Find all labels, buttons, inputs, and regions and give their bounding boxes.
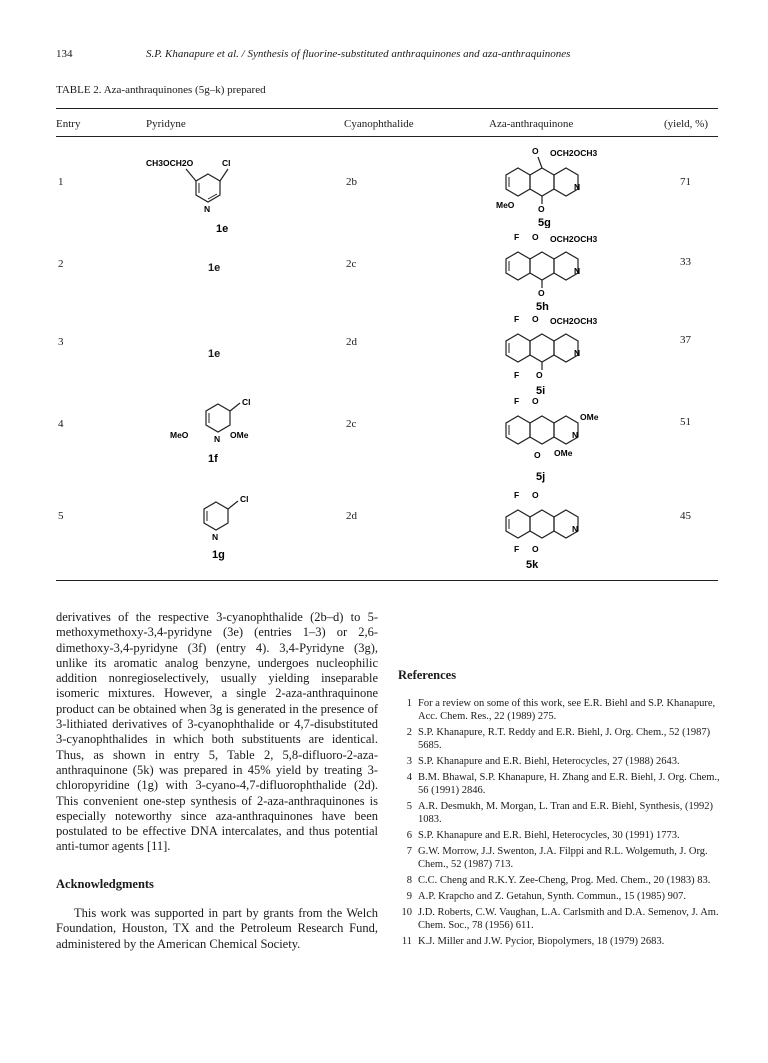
svg-text:O: O — [532, 490, 539, 500]
table-header-rule — [56, 136, 718, 137]
reference-text: For a review on some of this work, see E.R. Biehl and S.P. Khanapure, Acc. Chem. Res., 22 (1989) 275. — [418, 698, 716, 723]
table-caption: TABLE 2. Aza-anthraquinones (5g–k) prepared — [56, 84, 266, 96]
row4-product-structure — [486, 394, 626, 484]
reference-text: S.P. Khanapure, R.T. Reddy and E.R. Biehl, J. Org. Chem., 52 (1987) 5685. — [418, 727, 711, 752]
atom-ch2och2o: CH3OCH2O — [146, 158, 194, 168]
table-top-rule — [56, 108, 718, 109]
col-header-yield: (yield, %) — [664, 118, 708, 130]
reference-text: S.P. Khanapure and E.R. Biehl, Heterocycles, 27 (1988) 2643. — [418, 756, 680, 768]
reference-number: 4 — [406, 772, 412, 784]
row3-product-structure — [486, 312, 626, 398]
row3-yield: 37 — [680, 334, 691, 346]
row4-cyanophthalide: 2c — [346, 418, 357, 430]
reference-number: 1 — [406, 698, 412, 710]
row5-entry: 5 — [58, 510, 64, 522]
col-header-aza-anthraquinone: Aza-anthraquinone — [489, 118, 574, 130]
svg-text:O: O — [532, 146, 539, 156]
svg-text:MeO: MeO — [496, 200, 515, 210]
row1-entry: 1 — [58, 176, 64, 188]
row5-product-structure — [486, 488, 626, 574]
reference-number: 5 — [406, 801, 412, 813]
svg-text:OMe: OMe — [554, 448, 573, 458]
row4-pyridyne-label: 1f — [208, 453, 218, 465]
left-column — [56, 610, 378, 952]
svg-text:F: F — [514, 396, 520, 406]
col-header-cyanophthalide: Cyanophthalide — [344, 118, 414, 130]
row2-product-label: 5h — [536, 301, 549, 312]
svg-text:OMe: OMe — [580, 412, 599, 422]
references-list — [398, 697, 720, 948]
row3-entry: 3 — [58, 336, 64, 348]
row5-product-label: 5k — [526, 559, 539, 571]
reference-item — [398, 890, 720, 903]
reference-number: 9 — [406, 891, 412, 903]
svg-text:OCH2OCH3: OCH2OCH3 — [550, 316, 598, 326]
col-header-pyridyne: Pyridyne — [146, 118, 186, 130]
svg-text:F: F — [514, 232, 520, 242]
svg-text:F: F — [514, 490, 520, 500]
svg-text:O: O — [536, 370, 543, 380]
row3-product-label: 5i — [536, 385, 546, 397]
reference-number: 10 — [401, 907, 412, 919]
row1-yield: 71 — [680, 176, 691, 188]
reference-number: 7 — [406, 846, 412, 858]
right-column — [398, 668, 720, 951]
svg-text:Cl: Cl — [242, 397, 251, 407]
table-bottom-rule — [56, 580, 718, 581]
row5-pyridyne-label: 1g — [212, 549, 225, 561]
svg-text:Cl: Cl — [240, 494, 249, 504]
reference-item — [398, 906, 720, 932]
svg-text:OMe: OMe — [230, 430, 249, 440]
reference-item — [398, 935, 720, 948]
svg-text:O: O — [532, 544, 539, 554]
row1-cyanophthalide: 2b — [346, 176, 357, 188]
row1-product-label: 5g — [538, 217, 551, 228]
row2-yield: 33 — [680, 256, 691, 268]
svg-text:F: F — [514, 544, 520, 554]
running-title: S.P. Khanapure et al. / Synthesis of fluorine-substituted anthraquinones and aza-anthraquinones — [146, 48, 571, 60]
row5-yield: 45 — [680, 510, 691, 522]
references-heading: References — [398, 668, 457, 682]
row4-product-label: 5j — [536, 471, 546, 483]
row4-entry: 4 — [58, 418, 64, 430]
svg-text:N: N — [572, 524, 579, 534]
reference-item — [398, 771, 720, 797]
acknowledgments-text: This work was supported in part by grants from the Welch Foundation, Houston, TX and the Petroleum Research Fund, administered by the American Chemical Society. — [56, 906, 378, 951]
col-header-entry: Entry — [56, 118, 81, 130]
svg-text:N: N — [572, 430, 579, 440]
reference-item — [398, 800, 720, 826]
row3-pyridyne-label: 1e — [208, 348, 221, 360]
reference-item — [398, 874, 720, 887]
reference-text: C.C. Cheng and R.K.Y. Zee-Cheng, Prog. Med. Chem., 20 (1983) 83. — [418, 875, 711, 887]
svg-text:OCH2OCH3: OCH2OCH3 — [550, 234, 598, 244]
row2-entry: 2 — [58, 258, 64, 270]
svg-text:N: N — [214, 434, 221, 444]
reference-text: A.R. Desmukh, M. Morgan, L. Tran and E.R. Biehl, Synthesis, (1992) 1083. — [418, 801, 713, 826]
svg-text:O: O — [532, 396, 539, 406]
reference-item — [398, 755, 720, 768]
svg-text:F: F — [514, 370, 520, 380]
row2-pyridyne-label: 1e — [208, 262, 221, 274]
svg-text:OCH2OCH3: OCH2OCH3 — [550, 148, 598, 158]
reference-number: 11 — [401, 936, 412, 948]
reference-number: 2 — [406, 727, 412, 739]
row4-pyridyne-structure — [168, 392, 268, 468]
row2-cyanophthalide: 2c — [346, 258, 357, 270]
row5-pyridyne-structure — [186, 488, 276, 564]
reference-text: K.J. Miller and J.W. Pycior, Biopolymers, 18 (1979) 2683. — [418, 936, 665, 948]
reference-item — [398, 697, 720, 723]
row1-product-structure — [486, 144, 626, 228]
svg-text:O: O — [532, 232, 539, 242]
acknowledgments-heading: Acknowledgments — [56, 876, 154, 891]
atom-cl: Cl — [222, 158, 231, 168]
reference-number: 6 — [406, 830, 412, 842]
reference-number: 3 — [406, 756, 412, 768]
reference-text: S.P. Khanapure and E.R. Biehl, Heterocycles, 30 (1991) 1773. — [418, 830, 680, 842]
svg-text:O: O — [538, 204, 545, 214]
atom-n: N — [204, 204, 211, 214]
svg-text:N: N — [574, 182, 581, 192]
row4-yield: 51 — [680, 416, 691, 428]
reference-item — [398, 829, 720, 842]
row1-pyridyne-structure — [146, 152, 256, 238]
svg-text:F: F — [514, 314, 520, 324]
reference-text: G.W. Morrow, J.J. Swenton, J.A. Filppi and R.L. Wolgemuth, J. Org. Chem., 52 (1987) 713. — [418, 846, 708, 871]
row5-cyanophthalide: 2d — [346, 510, 357, 522]
reference-text: A.P. Krapcho and Z. Getahun, Synth. Commun., 15 (1985) 907. — [418, 891, 687, 903]
svg-text:O: O — [534, 450, 541, 460]
row1-pyridyne-label: 1e — [216, 223, 229, 235]
svg-text:N: N — [574, 348, 581, 358]
svg-text:O: O — [538, 288, 545, 298]
reference-item — [398, 726, 720, 752]
svg-text:O: O — [532, 314, 539, 324]
svg-text:N: N — [212, 532, 219, 542]
body-paragraph: derivatives of the respective 3-cyanophthalide (2b–d) to 5-methoxymethoxy-3,4-pyridyne (3e) (entries 1–3) or 2,6-dimethoxy-3,4-pyridyne (3f) (entry 4). 3,4-Pyridyne (3g), unlike its aromatic analog benzyne, undergoes nucleophilic addition nonregioselectively, usually yielding inseparable isomeric mixtures. However, a single 2-aza-anthraquinone product can be obtained when 3g is generated in the presence of 3-lithiated derivatives of 3-cyanophthalide or 4,7-disubstituted 3-cyanophthalides in which both substituents are identical. Thus, as shown in entry 5, Table 2, 5,8-difluoro-2-aza-anthraquinone (5k) was prepared in 45% yield by treating 3-chloropyridine (1g) with 3-cyano-4,7-difluorophthalide (2d). This convenient one-step synthesis of 2-aza-anthraquinones is especially noteworthy since aza-anthraquinones have been postulated to be effective DNA intercalates, and thus potential anti-tumor agents [11]. — [56, 610, 378, 854]
svg-text:MeO: MeO — [170, 430, 189, 440]
reference-number: 8 — [406, 875, 412, 887]
page-number: 134 — [56, 48, 73, 60]
reference-item — [398, 845, 720, 871]
reference-text: B.M. Bhawal, S.P. Khanapure, H. Zhang and E.R. Biehl, J. Org. Chem., 56 (1991) 2846. — [418, 772, 720, 797]
row3-cyanophthalide: 2d — [346, 336, 357, 348]
row2-product-structure — [486, 230, 626, 312]
reference-text: J.D. Roberts, C.W. Vaughan, L.A. Carlsmith and D.A. Semenov, J. Am. Chem. Soc., 78 (1956) 611. — [418, 907, 719, 932]
svg-text:N: N — [574, 266, 581, 276]
